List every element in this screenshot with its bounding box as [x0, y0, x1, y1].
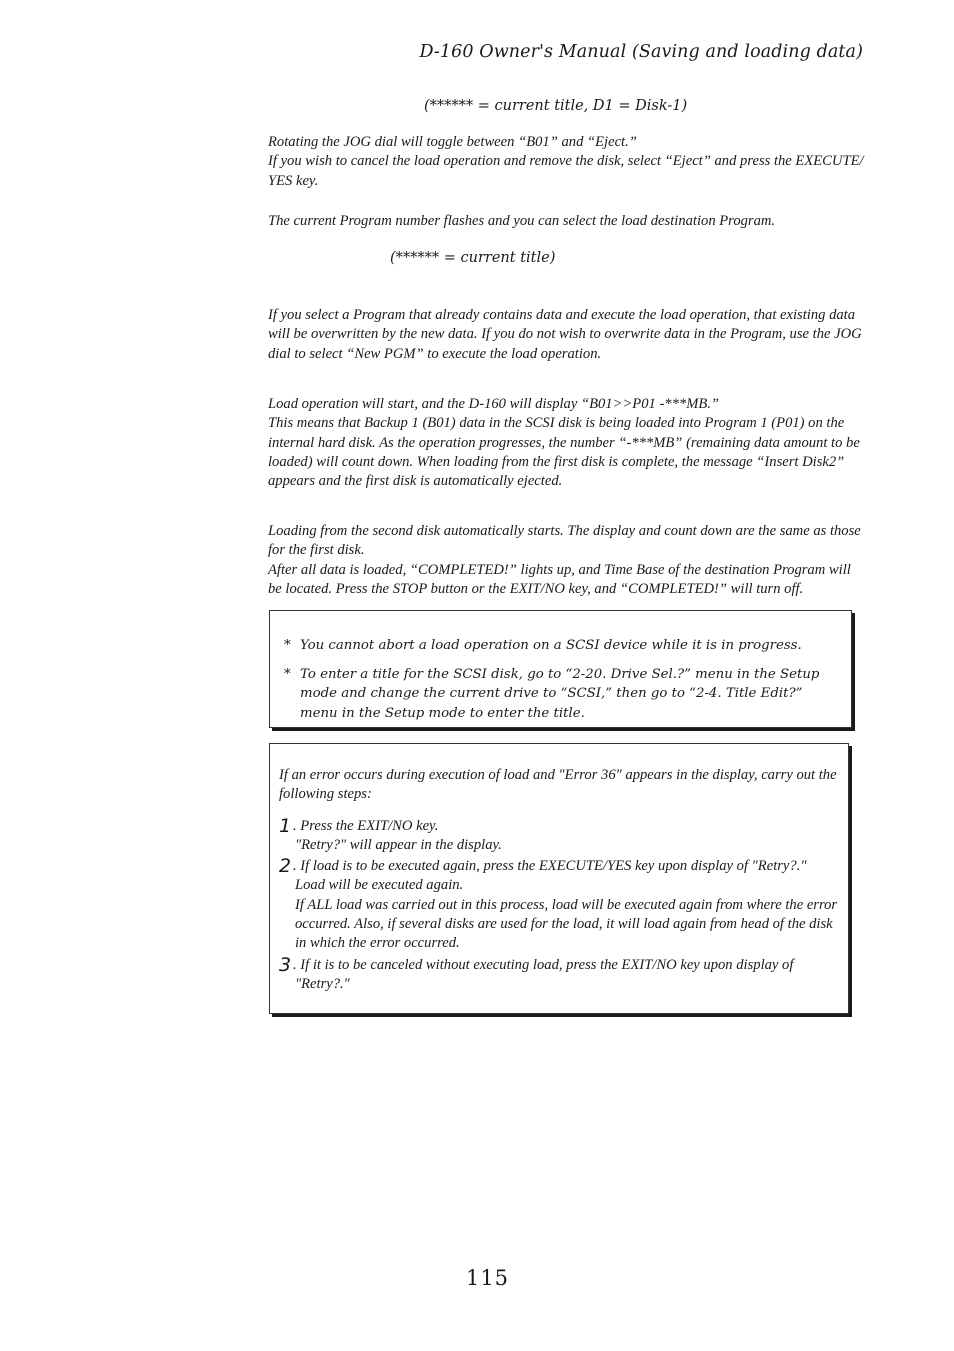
paragraph-line: This means that Backup 1 (B01) data in the SCSI disk is being loaded into Program 1 (P01) on the internal hard disk. As the operation progresses, the number “-***MB” (remaining data amount to be loaded) will count down. When loading from the first disk is complete, the message “Insert Disk2” appears and the first disk is automatically ejected. — [268, 415, 860, 490]
step-continuation: "Retry?" will appear in the display. — [295, 836, 502, 853]
error-step-2 — [279, 857, 840, 876]
paragraph-second-disk — [268, 522, 866, 599]
error-step-1 — [279, 814, 840, 837]
step-continuation: Load will be executed again. — [295, 877, 464, 894]
step-number: 2 — [279, 855, 292, 878]
paragraph-program-select — [268, 212, 866, 231]
paragraph-line: Rotating the JOG dial will toggle between “B01” and “Eject.” — [268, 134, 637, 150]
error-intro: If an error occurs during execution of load and "Error 36" appears in the display, carry out the following steps: — [279, 767, 837, 803]
note-text: You cannot abort a load operation on a SCSI device while it is in progress. — [300, 638, 802, 653]
paragraph-line: After all data is loaded, “COMPLETED!” lights up, and Time Base of the destination Program will be located. Press the STOP button or the EXIT/NO key, and “COMPLETED!” will turn off. — [268, 561, 851, 597]
error-step-3 — [279, 953, 840, 976]
paragraph-jog-toggle — [268, 133, 866, 191]
step-continuation: "Retry?." — [295, 975, 350, 992]
step-continuation: If ALL load was carried out in this process, load will be executed again from where the error occurred. Also, if several disks are used for the load, it will load again from head of the disk in which the error occurred. — [295, 896, 838, 952]
step-text: . If load is to be executed again, press the EXECUTE/YES key upon display of "Retry?." — [293, 858, 807, 875]
paragraph-load-start — [268, 395, 866, 491]
page-header-title: D-160 Owner's Manual (Saving and loading data) — [419, 42, 863, 62]
note-bullet: * — [284, 638, 291, 653]
caption-title-disk: (****** = current title, D1 = Disk-1) — [424, 98, 688, 114]
note-bullet: * — [284, 666, 291, 682]
error-36-box — [269, 743, 849, 1014]
note-item — [284, 665, 841, 724]
note-box — [269, 610, 852, 728]
caption-current-title: (****** = current title) — [390, 250, 556, 266]
step-number: 3 — [279, 953, 292, 976]
paragraph-line: The current Program number flashes and you can select the load destination Program. — [268, 213, 776, 229]
note-item — [284, 636, 841, 656]
note-text: To enter a title for the SCSI disk, go to “2-20. Drive Sel.?” menu in the Setup mode and change the current drive to “SCSI,” then go to “2-4. Title Edit?” menu in the Setup mode to enter the title. — [300, 666, 820, 721]
step-text: . Press the EXIT/NO key. — [293, 817, 439, 834]
note-list — [270, 611, 851, 723]
paragraph-overwrite-warning — [268, 306, 866, 364]
paragraph-line: Loading from the second disk automatically starts. The display and count down are the same as those for the first disk. — [268, 523, 861, 559]
step-number: 1 — [279, 814, 292, 837]
paragraph-line: If you wish to cancel the load operation and remove the disk, select “Eject” and press the EXECUTE/ YES key. — [268, 153, 864, 189]
page-number: 115 — [465, 1266, 510, 1290]
step-text: . If it is to be canceled without executing load, press the EXIT/NO key upon display of — [293, 956, 794, 973]
paragraph-line: If you select a Program that already contains data and execute the load operation, that existing data will be overwritten by the new data. If you do not wish to overwrite data in the Program, use the JOG dial to select “New PGM” to execute the load operation. — [268, 307, 862, 362]
paragraph-line: Load operation will start, and the D-160 will display “B01>>P01 -***MB.” — [268, 396, 720, 412]
